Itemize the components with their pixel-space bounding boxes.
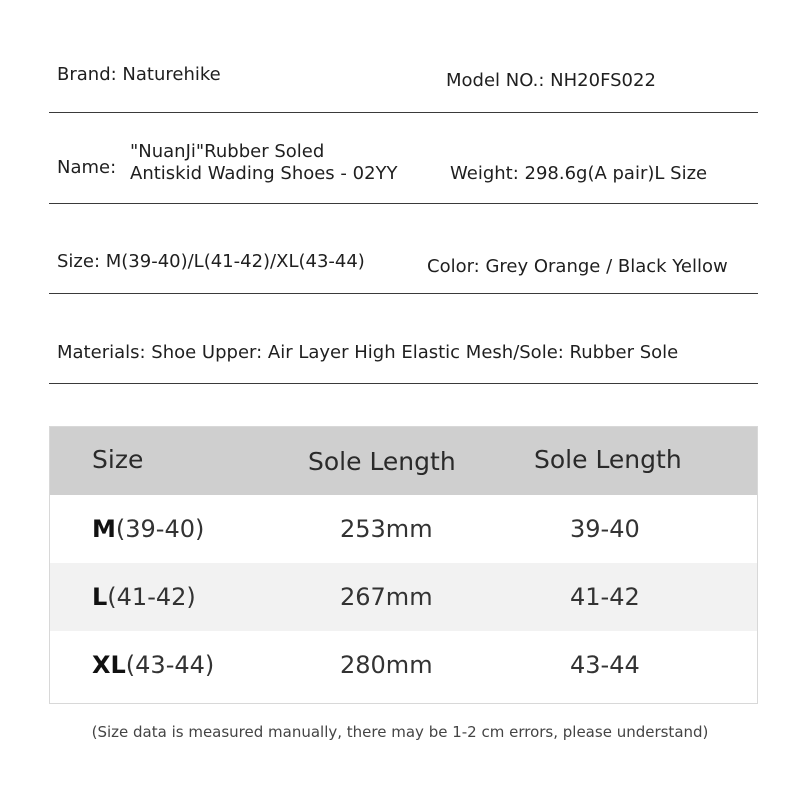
- row-eu-size: 41-42: [570, 583, 640, 611]
- header-sole-length-2: Sole Length: [534, 445, 682, 474]
- divider: [49, 112, 758, 113]
- row-size: M(39-40): [92, 515, 205, 543]
- row-size: L(41-42): [92, 583, 196, 611]
- row-eu-size: 39-40: [570, 515, 640, 543]
- model-number-text: Model NO.: NH20FS022: [446, 70, 656, 91]
- size-footnote: (Size data is measured manually, there may be 1-2 cm errors, please understand): [91, 723, 709, 741]
- row-sole-length: 253mm: [340, 515, 433, 543]
- weight-text: Weight: 298.6g(A pair)L Size: [450, 163, 708, 184]
- table-row: [50, 631, 757, 699]
- row-size: XL(43-44): [92, 651, 215, 679]
- row-sole-length: 267mm: [340, 583, 433, 611]
- color-text: Color: Grey Orange / Black Yellow: [427, 256, 728, 277]
- product-name-line-1: "NuanJi"Rubber Soled: [130, 141, 325, 162]
- table-row: [50, 563, 757, 631]
- divider: [49, 203, 758, 204]
- materials-text: Materials: Shoe Upper: Air Layer High Elastic Mesh/Sole: Rubber Sole: [57, 342, 679, 363]
- size-text: Size: M(39-40)/L(41-42)/XL(43-44): [57, 251, 365, 272]
- name-label: Name:: [57, 157, 117, 178]
- brand-text: Brand: Naturehike: [57, 64, 221, 85]
- divider: [49, 293, 758, 294]
- header-size: Size: [92, 445, 144, 474]
- header-sole-length: Sole Length: [308, 447, 456, 476]
- size-table: [49, 426, 758, 704]
- table-row: [50, 495, 757, 563]
- product-name-line-2: Antiskid Wading Shoes - 02YY: [130, 163, 398, 184]
- divider: [49, 383, 758, 384]
- row-eu-size: 43-44: [570, 651, 640, 679]
- table-header: [50, 427, 757, 495]
- row-sole-length: 280mm: [340, 651, 433, 679]
